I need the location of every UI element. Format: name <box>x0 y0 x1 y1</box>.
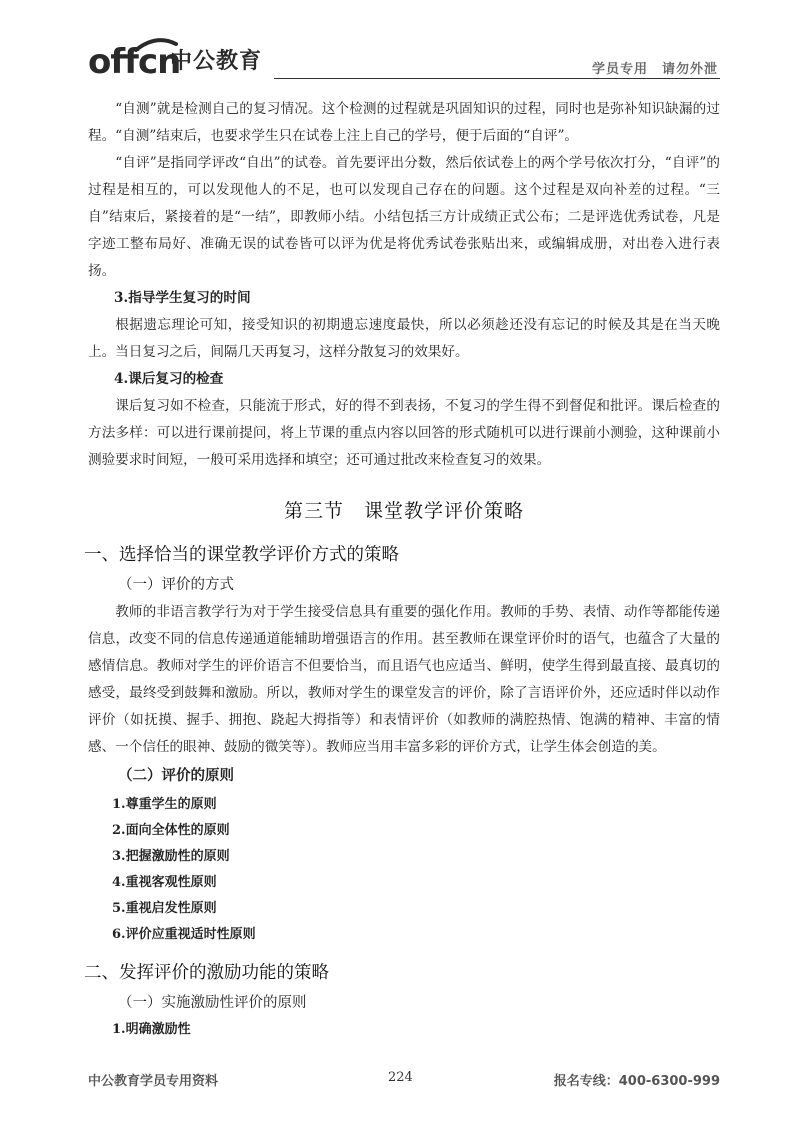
logo-latin-text: offcn <box>88 42 181 82</box>
page-number: 224 <box>388 1070 413 1085</box>
page-content <box>84 96 720 1043</box>
paragraph-forgetting-theory: 根据遗忘理论可知，接受知识的初期遗忘速度最快，所以必须趁还没有忘记的时候及其是在当天晚上。当日复习之后，间隔几天再复习，这样分散复习的效果好。 <box>88 317 720 360</box>
heading-evaluation-methods: （一）评价的方式 <box>118 577 234 593</box>
heading-review-time: 3.指导学生复习的时间 <box>114 290 251 306</box>
header-divider <box>274 78 720 79</box>
principle-item: 2.面向全体性的原则 <box>112 823 230 838</box>
page-footer <box>88 1070 720 1094</box>
paragraph-review-check: 课后复习如不检查，只能流于形式，好的得不到表扬，不复习的学生得不到督促和批评。课后检查的方法多样：可以进行课前提问，将上节课的重点内容以回答的形式随机可以进行课前小测验，这种课前小测验要求时间短，一般可采用选择和填空；还可通过批改来检查复习的效果。 <box>88 398 720 468</box>
principle-item: 1.尊重学生的原则 <box>112 797 217 812</box>
heading-evaluation-principles: （二）评价的原则 <box>118 768 234 784</box>
offcn-logo <box>88 38 278 82</box>
header-confidential-tag: 学员专用 请勿外泄 <box>591 62 718 77</box>
principle-item: 6.评价应重视适时性原则 <box>112 927 256 942</box>
principle-item: 5.重视启发性原则 <box>112 901 217 916</box>
footer-material-label: 中公教育学员专用资料 <box>88 1074 219 1089</box>
heading-incentive-strategy: 二、发挥评价的激励功能的策略 <box>84 963 329 983</box>
footer-hotline: 报名专线：400-6300-999 <box>553 1074 720 1089</box>
principle-item: 3.把握激励性的原则 <box>112 849 230 864</box>
heading-choose-evaluation: 一、选择恰当的课堂教学评价方式的策略 <box>84 545 399 565</box>
logo-chinese-text: 中公教育 <box>170 49 263 74</box>
section-title: 第三节 课堂教学评价策略 <box>283 500 524 522</box>
heading-incentive-principles: （一）实施激励性评价的原则 <box>118 995 307 1011</box>
heading-review-check: 4.课后复习的检查 <box>114 371 224 387</box>
heading-clear-incentive: 1.明确激励性 <box>112 1022 191 1037</box>
paragraph-nonverbal-evaluation: 教师的非语言教学行为对于学生接受信息具有重要的强化作用。教师的手势、表情、动作等都能传递信息，改变不同的信息传递通道能辅助增强语言的作用。甚至教师在课堂评价时的语气，也蕴含了大量的感情信息。教师对学生的评价语言不但要恰当，而且语气也应适当、鲜明，使学生得到最直接、最真切的感受，最终受到鼓舞和激励。所以，教师对学生的课堂发言的评价，除了言语评价外，还应适时伴以动作评价（如抚摸、握手、拥抱、跷起大拇指等）和表情评价（如教师的满腔热情、饱满的精神、丰富的情感、一个信任的眼神、鼓励的微笑等）。教师应当用丰富多彩的评价方式，让学生体会创造的美。 <box>88 604 720 755</box>
page-header <box>88 38 720 82</box>
principle-item: 4.重视客观性原则 <box>112 875 217 890</box>
paragraph-self-test: “自测”就是检测自己的复习情况。这个检测的过程就是巩固知识的过程，同时也是弥补知识缺漏的过程。“自测”结束后，也要求学生只在试卷上注上自己的学号，便于后面的“自评”。 <box>88 101 720 144</box>
paragraph-self-evaluation: “自评”是指同学评改“自出”的试卷。首先要评出分数，然后依试卷上的两个学号依次打分，“自评”的过程是相互的，可以发现他人的不足，也可以发现自己存在的问题。这个过程是双向补差的过程。“三自”结束后，紧接着的是“一结”，即教师小结。小结包括三方计成绩正式公布；二是评选优秀试卷，凡是字迹工整布局好、准确无误的试卷皆可以评为优是将优秀试卷张贴出来，或编辑成册，对出卷入进行表扬。 <box>88 155 720 279</box>
